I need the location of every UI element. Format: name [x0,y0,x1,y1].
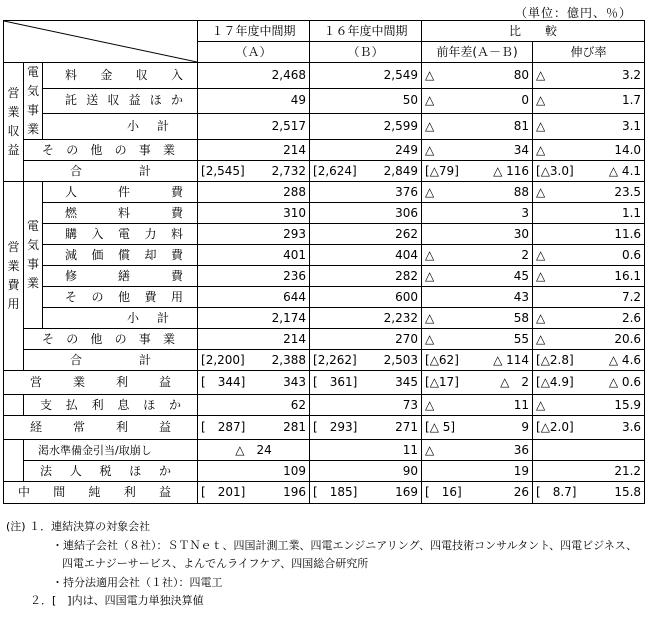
ordinary-profit-a-wrap [201,418,306,437]
expense-row-4-b: 282 [310,266,422,287]
operating-profit-diff-mark: [△17] [425,375,459,389]
net-income-a-value: 196 [283,485,307,499]
revenue-row-1-b: 50 [310,88,422,114]
ordinary-profit-diff-wrap [425,418,529,437]
revenue-row-0-rate-mark: △ [536,67,546,82]
expense-total-rate-mark: [△2.8] [536,352,574,367]
expense-row-1-diff-value: 3 [521,205,530,220]
reserve-spacer [4,440,24,461]
expense-total-a-wrap [201,351,306,370]
expense-row-5-label: その他費用 [43,287,198,308]
revenue-row-2-b: 2,599 [310,114,422,140]
expense-row-7-rate-mark: △ [536,331,546,346]
expense-total-diff-value: △ 114 [493,352,530,367]
expense-row-5-rate [533,287,645,308]
expense-row-5-rate-value: 7.2 [621,289,642,304]
operating-profit-rate-wrap [536,373,641,392]
revenue-row-2-a: 2,517 [198,114,310,140]
expense-row-5-rate-wrap [536,288,641,307]
table-row [4,395,645,416]
expense-row-7-a: 214 [198,329,310,350]
net-income-rate-mark: [ 8.7] [536,485,577,499]
table-row [4,329,645,350]
table-row [4,88,645,114]
table-row [4,114,645,140]
reserve-b: 11 [310,440,422,461]
revenue-row-3-b: 249 [310,140,422,161]
ordinary-profit-diff [422,416,533,440]
expense-row-3-rate-wrap [536,246,641,265]
operating-profit-b-mark: [ 361] [313,375,358,389]
revenue-total-a [198,161,310,182]
header-diff: 前年差(Ａ－Ｂ) [422,42,533,63]
expense-row-3-rate [533,245,645,266]
revenue-row-1-rate-mark: △ [536,93,546,108]
revenue-row-2-rate-value: 3.1 [621,119,642,134]
table-row [4,287,645,308]
tax-label: 法人税ほか [24,461,198,482]
revenue-row-3-diff-value: 34 [513,142,530,157]
operating-profit-a [198,371,310,395]
operating-profit-label: 営業利益 [4,371,198,395]
expense-row-0-b: 376 [310,182,422,203]
revenue-row-1-rate [533,88,645,114]
table-row [4,140,645,161]
expense-row-1-rate [533,203,645,224]
expense-row-5-diff-value: 43 [513,289,530,304]
operating-profit-b [310,371,422,395]
revenue-row-3-diff [422,140,533,161]
table-row [4,266,645,287]
reserve-rate [533,440,645,461]
expense-total-diff-wrap [425,351,529,370]
net-income-a-mark: [ 201] [201,485,246,499]
ordinary-profit-rate-mark: [△2.0] [536,420,574,434]
ordinary-profit-b [310,416,422,440]
revenue-total-b-value: 2,849 [383,163,419,178]
expense-row-6-rate-wrap [536,309,641,328]
revenue-total-rate [533,161,645,182]
table-row [4,416,645,440]
expense-row-7-b: 270 [310,329,422,350]
expense-row-7-rate-value: 20.6 [614,331,642,346]
revenue-total-a-mark: [2,545] [201,163,245,178]
operating-profit-rate [533,371,645,395]
expense-row-2-rate-wrap [536,225,641,244]
ordinary-profit-label: 経常利益 [4,416,198,440]
expense-row-7-diff-mark: △ [425,331,435,346]
expense-row-5-b: 600 [310,287,422,308]
tax-a: 109 [198,461,310,482]
expense-row-4-a: 236 [198,266,310,287]
revenue-row-3-rate-mark: △ [536,142,546,157]
operating-profit-diff [422,371,533,395]
ordinary-profit-diff-value: 9 [521,420,530,434]
table-row [4,224,645,245]
ordinary-profit-b-mark: [ 293] [313,420,358,434]
expense-row-0-diff-value: 88 [513,184,530,199]
header-col-a-sub: （Ａ） [198,42,310,63]
net-income-b [310,482,422,504]
revenue-row-1-rate-value: 1.7 [621,93,642,108]
expense-row-0-rate-value: 23.5 [614,184,642,199]
revenue-row-2-diff-wrap [425,117,529,136]
expense-row-2-diff-wrap [425,225,529,244]
revenue-row-0-diff-value: 80 [513,67,530,82]
revenue-row-1-diff-mark: △ [425,93,435,108]
expense-row-6-diff-value: 58 [513,310,530,325]
revenue-total-b-wrap [313,162,418,181]
table-row [4,203,645,224]
reserve-diff-value: 36 [513,442,530,457]
revenue-total-diff-value: △ 116 [493,163,530,178]
expense-row-4-rate-wrap [536,267,641,286]
tax-rate: 21.2 [533,461,645,482]
operating-profit-a-mark: [ 344] [201,375,246,389]
net-income-diff [422,482,533,504]
expense-row-5-diff [422,287,533,308]
expense-total-rate-wrap [536,351,641,370]
expense-total-diff [422,350,533,371]
unit-label: （単位：億円、％） [514,6,632,20]
revenue-row-1-label: 託送収益ほか [43,88,198,114]
header-col-a: １７年度中間期 [198,21,310,42]
expense-row-7-diff [422,329,533,350]
expense-row-3-diff-value: 2 [521,247,530,262]
expense-row-2-b: 262 [310,224,422,245]
revenue-total-diff-wrap [425,162,529,181]
expense-total-diff-mark: [△62] [425,352,459,367]
expense-row-2-diff-value: 30 [513,226,530,241]
revenue-total-a-wrap [201,162,306,181]
expense-total-rate [533,350,645,371]
revenue-row-2-label: 小計 [43,114,198,140]
net-income-diff-value: 26 [513,485,530,499]
revenue-total-label: 合計 [24,161,198,182]
expense-row-6-diff-mark: △ [425,310,435,325]
revenue-row-0-diff-mark: △ [425,67,435,82]
ordinary-profit-a-mark: [ 287] [201,420,246,434]
ordinary-profit-a-value: 281 [283,420,307,434]
interest-rate-mark: △ [536,397,546,412]
note-1-equity: ・持分法適用会社（１社）：四電工 [52,575,223,589]
revenue-total-a-value: 2,732 [271,163,307,178]
interest-b: 73 [310,395,422,416]
net-income-rate [533,482,645,504]
revenue-row-0-rate-wrap [536,66,641,85]
net-income-b-value: 169 [395,485,419,499]
expense-total-b-mark: [2,262] [313,352,357,367]
notes [6,518,637,611]
expense-row-3-label: 減価償却費 [43,245,198,266]
expense-row-6-diff-wrap [425,309,529,328]
net-income-diff-mark: [ 16] [425,485,462,499]
net-income-b-wrap [313,483,418,502]
expense-row-6-rate-value: 2.6 [621,310,642,325]
revenue-row-0-label: 料金収入 [43,63,198,89]
header-col-b-sub: （Ｂ） [310,42,422,63]
revenue-row-0-a: 2,468 [198,63,310,89]
expense-row-2-a: 293 [198,224,310,245]
expense-row-7-diff-value: 55 [513,331,530,346]
revenue-total-b [310,161,422,182]
expense-row-0-rate [533,182,645,203]
income-statement-table [3,20,645,504]
table-row [4,482,645,504]
expense-row-0-a: 288 [198,182,310,203]
revenue-row-1-a: 49 [198,88,310,114]
operating-profit-b-value: 345 [395,375,419,389]
operating-profit-rate-mark: [△4.9] [536,375,574,389]
table-row [4,371,645,395]
tax-diff: 19 [422,461,533,482]
revenue-row-3-label: その他の事業 [24,140,198,161]
revenue-row-3-a: 214 [198,140,310,161]
expense-total-b [310,350,422,371]
revenue-row-2-diff-mark: △ [425,119,435,134]
expense-row-7-label: その他の事業 [24,329,198,350]
expense-row-7-rate [533,329,645,350]
ordinary-profit-a [198,416,310,440]
reserve-diff-wrap [425,441,529,460]
expense-row-1-a: 310 [198,203,310,224]
reserve-diff [422,440,533,461]
revenue-row-2-rate [533,114,645,140]
expense-row-3-diff-wrap [425,246,529,265]
expense-row-6-a: 2,174 [198,308,310,329]
expense-row-5-a: 644 [198,287,310,308]
expense-row-3-rate-mark: △ [536,247,546,262]
header-corner [4,21,198,63]
ordinary-profit-b-value: 271 [395,420,419,434]
table-row [4,461,645,482]
revenue-row-2-diff [422,114,533,140]
expense-total-a-mark: [2,200] [201,352,245,367]
group-operating-expense: 営 業 費 用 [4,182,24,371]
expense-row-4-diff [422,266,533,287]
header-col-b: １６年度中間期 [310,21,422,42]
revenue-total-rate-value: △ 4.1 [608,163,642,178]
operating-profit-b-wrap [313,373,418,392]
net-income-rate-value: 15.8 [614,485,642,499]
revenue-row-2-rate-wrap [536,117,641,136]
interest-diff-wrap [425,396,529,415]
expense-row-2-rate [533,224,645,245]
table-row [4,440,645,461]
revenue-row-0-diff-wrap [425,66,529,85]
operating-profit-a-value: 343 [283,375,307,389]
net-income-b-mark: [ 185] [313,485,358,499]
expense-row-3-diff [422,245,533,266]
revenue-total-b-mark: [2,624] [313,163,357,178]
expense-total-a-value: 2,388 [271,352,307,367]
revenue-total-diff [422,161,533,182]
expense-row-0-rate-mark: △ [536,184,546,199]
note-1-subsidiaries-cont: 四電エナジーサービス、よんでんライフケア、四国総合研究所 [62,557,369,570]
header-compare: 比 較 [422,21,645,42]
interest-diff-value: 11 [513,397,530,412]
interest-rate-wrap [536,396,641,415]
expense-row-0-rate-wrap [536,183,641,202]
expense-row-3-a: 401 [198,245,310,266]
expense-row-4-rate [533,266,645,287]
note-1-subsidiaries: ・連結子会社（８社）：ＳＴＮｅｔ、四国計測工業、四電エンジニアリング、四電技術コンサルタント、四電ビジネス、 [52,538,638,552]
expense-row-2-diff [422,224,533,245]
revenue-row-3-diff-mark: △ [425,142,435,157]
expense-row-4-label: 修繕費 [43,266,198,287]
expense-row-4-diff-wrap [425,267,529,286]
expense-row-3-b: 404 [310,245,422,266]
table-row [4,161,645,182]
table-row [4,350,645,371]
revenue-row-0-b: 2,549 [310,63,422,89]
expense-row-6-label: 小計 [43,308,198,329]
table-row [4,182,645,203]
note-1-title: (注) １．連結決算の対象会社 [6,520,151,533]
table-row [4,63,645,89]
revenue-row-1-diff-value: 0 [521,93,530,108]
expense-row-7-rate-wrap [536,330,641,349]
interest-rate-value: 15.9 [614,397,642,412]
operating-profit-diff-value: △ 2 [500,375,530,389]
revenue-row-3-rate [533,140,645,161]
expense-total-a [198,350,310,371]
expense-row-3-diff-mark: △ [425,247,435,262]
expense-row-6-rate [533,308,645,329]
ordinary-profit-rate-wrap [536,418,641,437]
expense-row-4-diff-value: 45 [513,268,530,283]
expense-row-6-b: 2,232 [310,308,422,329]
expense-row-3-rate-value: 0.6 [621,247,642,262]
ordinary-profit-rate-value: 3.6 [621,420,642,434]
expense-row-5-diff-wrap [425,288,529,307]
group-electric-expense: 電 気 事 業 [24,182,43,329]
ordinary-profit-rate [533,416,645,440]
net-income-rate-wrap [536,483,641,502]
revenue-row-0-diff [422,63,533,89]
expense-row-4-rate-mark: △ [536,268,546,283]
expense-row-7-diff-wrap [425,330,529,349]
revenue-row-3-diff-wrap [425,141,529,160]
expense-row-0-diff-mark: △ [425,184,435,199]
net-income-diff-wrap [425,483,529,502]
operating-profit-rate-value: △ 0.6 [608,375,642,389]
expense-total-label: 合計 [24,350,198,371]
group-operating-revenue: 営 業 収 益 [4,63,24,182]
revenue-row-0-rate [533,63,645,89]
expense-row-6-diff [422,308,533,329]
operating-profit-diff-wrap [425,373,529,392]
revenue-row-3-rate-wrap [536,141,641,160]
revenue-total-rate-mark: [△3.0] [536,163,574,178]
net-income-label: 中間純利益 [4,482,198,504]
net-income-a-wrap [201,483,306,502]
expense-row-4-rate-value: 16.1 [614,268,642,283]
diagonal-line [4,21,197,62]
expense-row-1-diff-wrap [425,204,529,223]
expense-row-2-label: 購入電力料 [43,224,198,245]
tax-b: 90 [310,461,422,482]
revenue-row-2-diff-value: 81 [513,119,530,134]
reserve-label: 渇水準備金引当/取崩し [24,440,198,461]
expense-row-6-rate-mark: △ [536,310,546,325]
expense-row-1-rate-value: 1.1 [621,205,642,220]
expense-row-4-diff-mark: △ [425,268,435,283]
operating-profit-a-wrap [201,373,306,392]
interest-a: 62 [198,395,310,416]
tax-spacer [4,461,24,482]
revenue-row-2-rate-mark: △ [536,119,546,134]
expense-row-0-label: 人件費 [43,182,198,203]
group-electric: 電 気 事 業 [24,63,43,140]
revenue-row-0-rate-value: 3.2 [621,67,642,82]
note-2: ２．[ ]内は、四国電力単独決算値 [30,594,204,607]
interest-diff-mark: △ [425,397,435,412]
expense-total-b-value: 2,503 [383,352,419,367]
revenue-total-diff-mark: [△79] [425,163,459,178]
table-row [4,308,645,329]
revenue-row-3-rate-value: 14.0 [614,142,642,157]
reserve-a: △ 24 [198,440,310,461]
interest-diff [422,395,533,416]
header-rate: 伸び率 [533,42,645,63]
net-income-a [198,482,310,504]
interest-spacer [4,395,24,416]
revenue-row-1-diff-wrap [425,91,529,110]
revenue-row-1-diff [422,88,533,114]
ordinary-profit-diff-mark: [△ 5] [425,420,456,434]
expense-row-0-diff [422,182,533,203]
interest-label: 支払利息ほか [24,395,198,416]
expense-total-rate-value: △ 4.6 [608,352,642,367]
expense-row-1-b: 306 [310,203,422,224]
expense-total-b-wrap [313,351,418,370]
revenue-row-1-rate-wrap [536,91,641,110]
expense-row-2-rate-value: 11.6 [614,226,642,241]
expense-row-1-diff [422,203,533,224]
expense-row-1-rate-wrap [536,204,641,223]
revenue-total-rate-wrap [536,162,641,181]
ordinary-profit-b-wrap [313,418,418,437]
table-row [4,245,645,266]
expense-row-1-label: 燃料費 [43,203,198,224]
expense-row-0-diff-wrap [425,183,529,202]
reserve-diff-mark: △ [425,442,435,457]
interest-rate [533,395,645,416]
